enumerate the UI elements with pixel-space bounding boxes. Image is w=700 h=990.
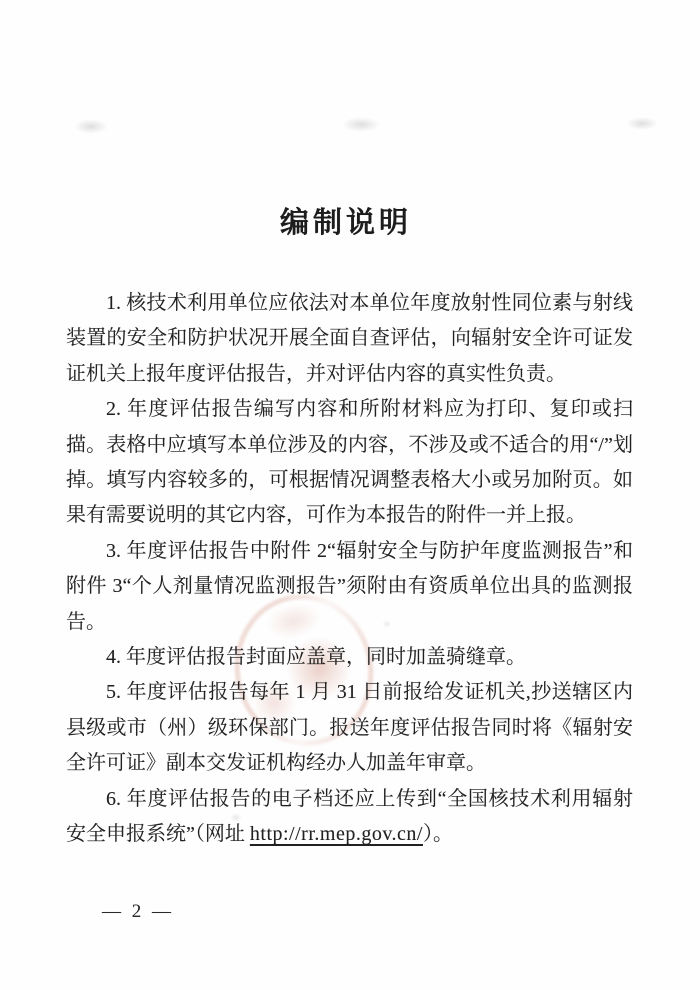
paragraph-4: 4. 年度评估报告封面应盖章，同时加盖骑缝章。 — [106, 646, 526, 669]
paragraph-6 — [66, 782, 633, 853]
paragraph-2: 2. 年度评估报告编写内容和所附材料应为打印、复印或扫描。表格中应填写本单位涉及的内容，不涉及或不适合的用“/”划掉。填写内容较多的，可根据情况调整表格大小或另加附页。如果有需要说明的其它内容，可作为本报告的附件一并上报。 — [66, 398, 633, 527]
paragraph-1: 1. 核技术利用单位应依法对本单位年度放射性同位素与射线装置的安全和防护状况开展全面自查评估，向辐射安全许可证发证机关上报年度评估报告，并对评估内容的真实性负责。 — [66, 292, 633, 385]
paragraph-6-suffix: ）。 — [422, 823, 453, 846]
document-title: 编制说明 — [279, 207, 412, 239]
page-number: — 2 — — [102, 901, 174, 922]
scan-artifact-smudge — [74, 119, 108, 134]
scan-artifact-smudge — [626, 117, 658, 130]
paragraph-5: 5. 年度评估报告每年 1 月 31 日前报给发证机关,抄送辖区内县级或市（州）级环保部门。报送年度评估报告同时将《辐射安全许可证》副本交发证机构经办人加盖年审章。 — [66, 681, 633, 775]
scan-artifact-smudge — [342, 117, 380, 132]
report-system-url: http://rr.mep.gov.cn/ — [249, 823, 423, 846]
paragraph-6-text: 6. 年度评估报告的电子档还应上传到“全国核技术利用辐射安全申报系统”（网址 — [66, 787, 633, 846]
paragraph-3: 3. 年度评估报告中附件 2“辐射安全与防护年度监测报告”和附件 3“个人剂量情况监测报告”须附由有资质单位出具的监测报告。 — [66, 539, 633, 633]
document-body — [66, 286, 633, 853]
